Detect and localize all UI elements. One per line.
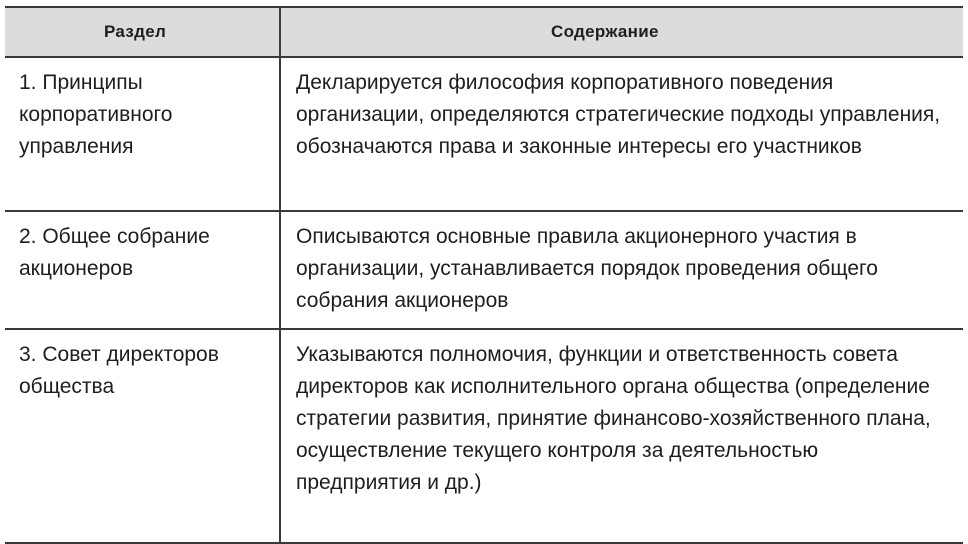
table-row bbox=[5, 329, 963, 543]
row-section-cell: 1. Принципы корпоративного управления bbox=[5, 57, 280, 211]
row-section-cell: 2. Общее собрание акционеров bbox=[5, 211, 280, 329]
row-section-cell: 3. Совет директоров общества bbox=[5, 329, 280, 543]
table-row bbox=[5, 57, 963, 211]
header-content: Содержание bbox=[280, 7, 963, 57]
header-section: Раздел bbox=[5, 7, 280, 57]
row-content-cell: Описываются основные правила акционерного участия в организации, устанавливается порядок проведения общего собрания акционеров bbox=[280, 211, 963, 329]
table-header-row bbox=[5, 7, 963, 57]
row-content-cell: Декларируется философия корпоративного поведения организации, определяются стратегические подходы управления, обозначаются права и законные интересы его участников bbox=[280, 57, 963, 211]
table-row bbox=[5, 211, 963, 329]
governance-code-table bbox=[5, 6, 963, 544]
row-content-cell: Указываются полномочия, функции и ответственность совета директоров как исполнительного органа общества (определение стратегии развития, принятие финансово-хозяйственного плана, осуществление текущего контроля за деятельностью предприятия и др.) bbox=[280, 329, 963, 543]
